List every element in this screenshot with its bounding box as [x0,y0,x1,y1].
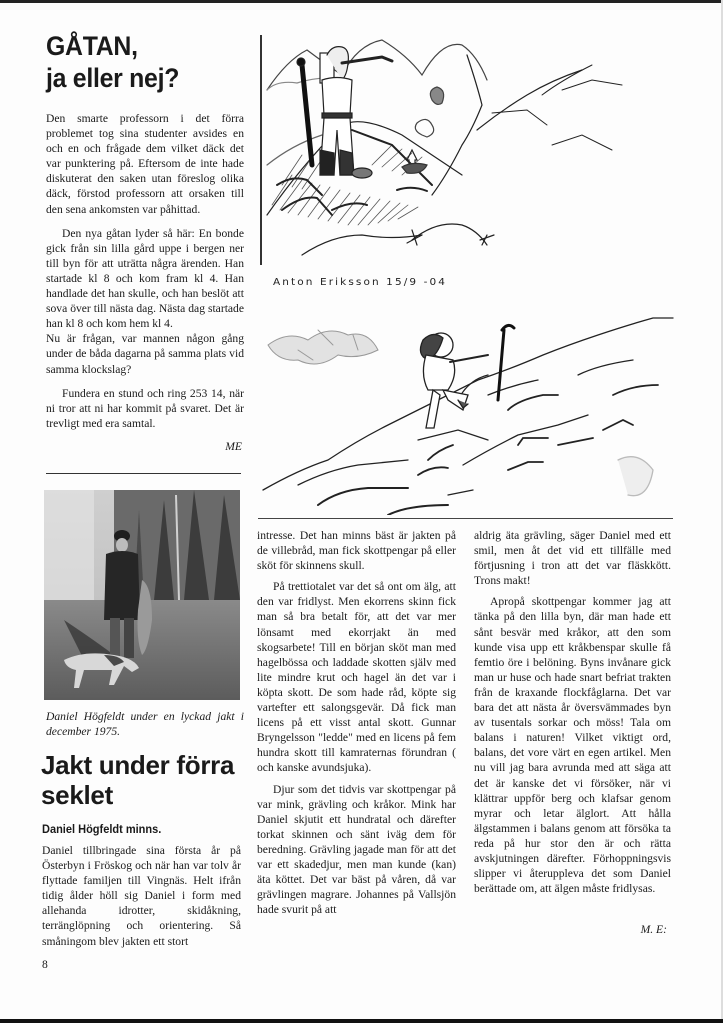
climber-drawing [258,300,703,515]
artist-signature: Anton Eriksson 15/9 -04 [273,277,448,288]
hunt-paragraph: Djur som det tidvis var skottpengar på var mink, grävling och kråkor. Mink har Daniel skjutit ett hundratal och därefter torkat skinnen och sänt iväg dem för beredning. Grävling jagade man för att det var ett skadedjur, men man kunde (kan) äta köttet. Det var bäst på våren, då var grävlingen magrare. Johannes på Vallsjön hade svurit på att [257,782,456,917]
hunt-article-subtitle: Daniel Högfeldt minns. [42,823,162,836]
divider-rule [46,473,241,474]
hunt-article-signature: M. E: [640,923,667,936]
hunt-paragraph: Apropå skottpengar kommer jag att tänka på den lilla byn, där man hade ett sånt besvär med kråkor, att den som kunde visa upp ett kråkbenspar skulle få femtio öre i belöning. Byns invånare gick man ur huse och hade snart befriat trakten från de kraxande flockfåglarna. Det var bara det att nästa år översvämmades byn av tusentals sorkar och möss! Tala om balans i naturen! Vilket viktigt ord, balans, det vore värt en egen artikel. Men nu vill jag bara avrunda med att säga att det är kanske det vi försöker, när vi klättrar uppför berg och klafsar genom myrar och letar älglort. Att hålla älgstammen i balans genom att försöka ta reda på hur stor den är och rätta avskjutningen därefter. Förhoppningsvis slipper vi återuppleva det som Daniel berättade om, att älgen måste fridlysas. [474,595,671,896]
scan-edge-top [0,0,723,3]
hunt-paragraph: Daniel tillbringade sina första år på Österbyn i Fröskog och när han var tolv år flyttade familjen till Vingnäs. Helt ifrån tidig ålder höll sig Daniel i form med allehanda idrotter, skidåkning, terränglöpning och orientering. Så småningom blev jakten ett stort [42,844,241,948]
hunt-article-column-3 [474,528,671,896]
riddle-paragraph: Den nya gåtan lyder så här: En bonde gick från sin lilla gård uppe i bergen ner till byn för att uträtta några ärenden. Han startade kl 8 och kom fram kl 4. Han handlade det han skulle, och han beslöt att sova över till nästa dag. Nästa dag startade han kl 8 och kom hem kl 4. [46,226,244,331]
riddle-paragraph: Fundera en stund och ring 253 14, när ni tror att ni har kommit på svaret. Det är trevligt med era samtal. [46,386,244,430]
hunter-photo-image [44,490,240,700]
hunter-photo [44,490,240,700]
hunt-paragraph: intresse. Det han minns bäst är jakten på de villebråd, man fick skottpengar på eller sköt för skinnens skull. [257,529,456,573]
riddle-title [46,30,230,94]
riddle-paragraph: Nu är frågan, var mannen någon gång under de båda dagarna på samma plats vid samma klockslag? [46,332,244,376]
hunt-article-title: Jakt under förra seklet [41,750,235,810]
riddle-paragraph: Den smarte professorn i det förra problemet tog sina studenter avsides en och en och frågade dem vilket däck det var punktering på. Eftersom de inte hade diskuterat den saken utan föreslog olika däck, förstod professorn att orsaken till den sena ankomsten var påhittad. [46,112,244,216]
hunt-article-column-2 [257,528,456,917]
page-number: 8 [42,958,48,971]
scan-edge-bottom [0,1019,723,1023]
riddle-title-line-2: ja eller nej? [46,63,180,93]
hunt-article-column-1 [42,843,241,949]
riddle-title-line-1: GÅTAN, [46,31,138,61]
riddle-signature: ME [225,440,242,453]
riddle-body [46,111,244,431]
hunt-paragraph: På trettiotalet var det så ont om älg, att den var fridlyst. Men ekorrens skinn fick man så bra betalt för, att det var mer lönsamt med ekorrjakt än med skogsarbete! Till en början sköt man med hagelbössa och laddade skotten själv med lite mindre krut och hagel än det var i köpta skott. De som hade råd, köpte sig vartefter ett salongsgevär. Då fick man licens på ett visst antal skott. Gunnar Bryngelsson "ledde" med en licens på fem hundra skott till kamraternas förundran ( och kanske avundsjuka). [257,580,456,775]
hiker-overlook-drawing [262,35,702,270]
hunt-paragraph: aldrig äta grävling, säger Daniel med ett smil, men åt det vid ett tillfälle med förtjusning i tron att det var fläskkött. Trons makt! [474,529,671,588]
divider-rule [258,518,673,519]
photo-caption: Daniel Högfeldt under en lyckad jakt i december 1975. [46,710,244,738]
